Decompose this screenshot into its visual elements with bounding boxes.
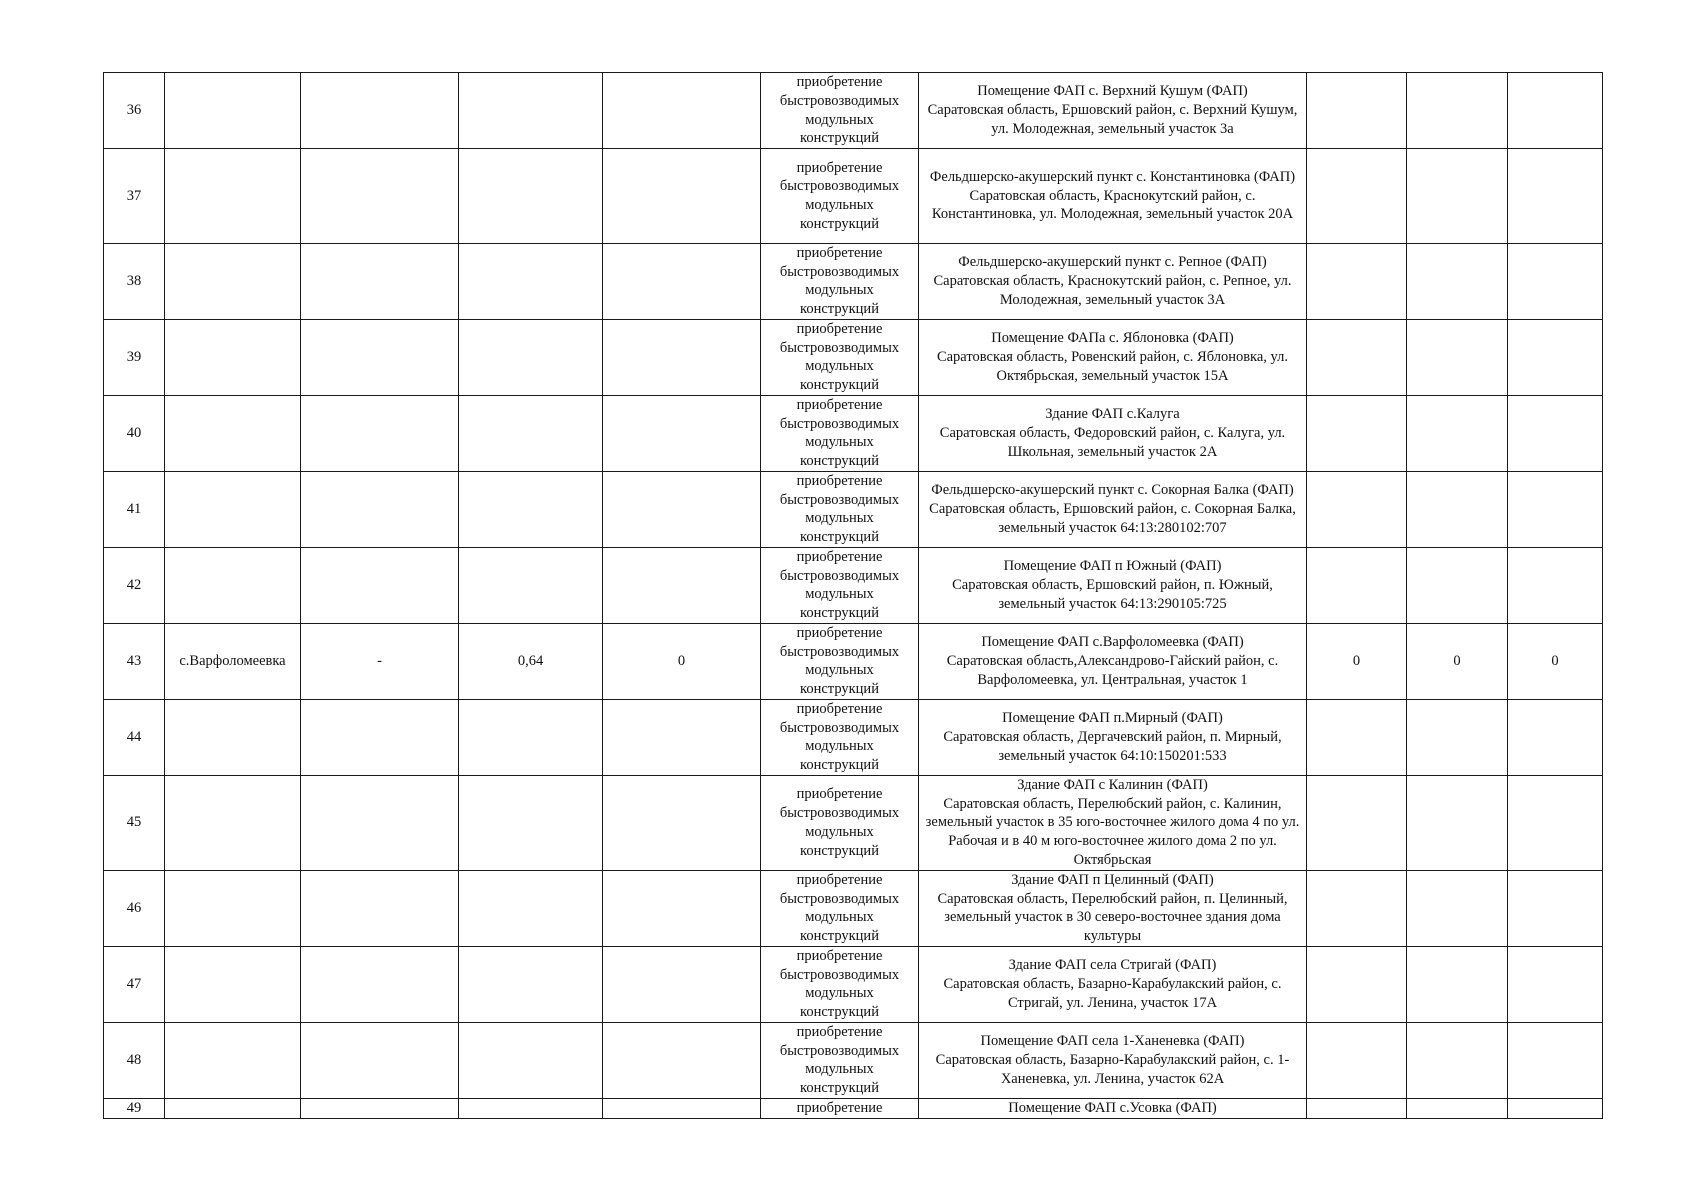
settlement-cell [165, 547, 301, 623]
row-number: 36 [104, 73, 165, 149]
value-cell [301, 319, 459, 395]
value-cell [603, 870, 761, 946]
value-cell [301, 1098, 459, 1118]
value-cell [1407, 1022, 1508, 1098]
table-row [104, 699, 1603, 775]
value-cell [603, 471, 761, 547]
settlement-cell [165, 395, 301, 471]
value-cell [1508, 1022, 1603, 1098]
value-cell [301, 395, 459, 471]
table-row [104, 395, 1603, 471]
value-cell [1307, 1022, 1407, 1098]
value-cell [1307, 699, 1407, 775]
facility-address-cell: Помещение ФАП с.Варфоломеевка (ФАП) Саратовская область,Александрово-Гайский район, с. Варфоломеевка, ул. Центральная, участок 1 [919, 623, 1307, 699]
settlement-cell [165, 1098, 301, 1118]
action-type-cell: приобретение быстровозводимых модульных конструкций [761, 471, 919, 547]
value-cell [1407, 547, 1508, 623]
value-cell: 0 [1307, 623, 1407, 699]
value-cell [459, 775, 603, 870]
facility-address-cell: Помещение ФАП с.Усовка (ФАП) [919, 1098, 1307, 1118]
value-cell [603, 775, 761, 870]
value-cell [301, 1022, 459, 1098]
value-cell [459, 149, 603, 244]
value-cell [1508, 319, 1603, 395]
action-type-cell: приобретение быстровозводимых модульных конструкций [761, 623, 919, 699]
value-cell: 0 [1508, 623, 1603, 699]
value-cell [301, 547, 459, 623]
settlement-cell: с.Варфоломеевка [165, 623, 301, 699]
facility-address-cell: Фельдшерско-акушерский пункт с. Константиновка (ФАП) Саратовская область, Краснокутский район, с. Константиновка, ул. Молодежная, земельный участок 20А [919, 149, 1307, 244]
table-row [104, 623, 1603, 699]
table-row [104, 547, 1603, 623]
value-cell [1407, 149, 1508, 244]
facility-address-cell: Здание ФАП п Целинный (ФАП) Саратовская область, Перелюбский район, п. Целинный, земельный участок в 30 северо-восточнее здания дома культуры [919, 870, 1307, 946]
value-cell [1307, 73, 1407, 149]
settlement-cell [165, 946, 301, 1022]
facility-address-cell: Помещение ФАП п Южный (ФАП) Саратовская область, Ершовский район, п. Южный, земельный участок 64:13:290105:725 [919, 547, 1307, 623]
facility-address-cell: Помещение ФАП села 1-Ханеневка (ФАП) Саратовская область, Базарно-Карабулакский район, с. 1-Ханеневка, ул. Ленина, участок 62А [919, 1022, 1307, 1098]
value-cell [1508, 699, 1603, 775]
value-cell [459, 1098, 603, 1118]
table-row [104, 1022, 1603, 1098]
settlement-cell [165, 699, 301, 775]
value-cell [301, 73, 459, 149]
value-cell [301, 946, 459, 1022]
value-cell [1508, 395, 1603, 471]
table-row [104, 870, 1603, 946]
settlement-cell [165, 244, 301, 320]
action-type-cell: приобретение быстровозводимых модульных конструкций [761, 775, 919, 870]
value-cell [1407, 244, 1508, 320]
row-number: 39 [104, 319, 165, 395]
value-cell: 0 [1407, 623, 1508, 699]
facility-address-cell: Помещение ФАП с. Верхний Кушум (ФАП) Саратовская область, Ершовский район, с. Верхний Кушум, ул. Молодежная, земельный участок 3а [919, 73, 1307, 149]
settlement-cell [165, 1022, 301, 1098]
value-cell [1508, 471, 1603, 547]
settlement-cell [165, 471, 301, 547]
action-type-cell: приобретение быстровозводимых модульных конструкций [761, 149, 919, 244]
value-cell [1508, 149, 1603, 244]
value-cell [301, 775, 459, 870]
value-cell [1307, 547, 1407, 623]
row-number: 49 [104, 1098, 165, 1118]
action-type-cell: приобретение быстровозводимых модульных конструкций [761, 73, 919, 149]
action-type-cell: приобретение быстровозводимых модульных конструкций [761, 319, 919, 395]
settlement-cell [165, 870, 301, 946]
row-number: 40 [104, 395, 165, 471]
value-cell [301, 244, 459, 320]
value-cell [1407, 471, 1508, 547]
row-number: 46 [104, 870, 165, 946]
facility-address-cell: Здание ФАП села Стригай (ФАП) Саратовская область, Базарно-Карабулакский район, с. Стригай, ул. Ленина, участок 17А [919, 946, 1307, 1022]
action-type-cell: приобретение быстровозводимых модульных конструкций [761, 1022, 919, 1098]
row-number: 41 [104, 471, 165, 547]
table-body [104, 73, 1603, 1119]
table-row [104, 471, 1603, 547]
value-cell [1307, 149, 1407, 244]
row-number: 44 [104, 699, 165, 775]
table-row [104, 775, 1603, 870]
value-cell [1407, 1098, 1508, 1118]
value-cell [1307, 244, 1407, 320]
value-cell [603, 1098, 761, 1118]
action-type-cell: приобретение быстровозводимых модульных конструкций [761, 699, 919, 775]
value-cell [1407, 319, 1508, 395]
row-number: 38 [104, 244, 165, 320]
table-row [104, 73, 1603, 149]
value-cell [1307, 395, 1407, 471]
value-cell [1407, 699, 1508, 775]
value-cell [603, 73, 761, 149]
facility-address-cell: Помещение ФАП п.Мирный (ФАП) Саратовская область, Дергачевский район, п. Мирный, земельный участок 64:10:150201:533 [919, 699, 1307, 775]
action-type-cell: приобретение быстровозводимых модульных конструкций [761, 547, 919, 623]
value-cell [1508, 775, 1603, 870]
table-row [104, 946, 1603, 1022]
value-cell [301, 870, 459, 946]
value-cell [459, 870, 603, 946]
facility-address-cell: Фельдшерско-акушерский пункт с. Репное (ФАП) Саратовская область, Краснокутский район, с. Репное, ул. Молодежная, земельный участок 3А [919, 244, 1307, 320]
settlement-cell [165, 149, 301, 244]
value-cell [603, 1022, 761, 1098]
action-type-cell: приобретение быстровозводимых модульных конструкций [761, 395, 919, 471]
table-row [104, 244, 1603, 320]
table-row [104, 1098, 1603, 1118]
action-type-cell: приобретение быстровозводимых модульных конструкций [761, 870, 919, 946]
row-number: 43 [104, 623, 165, 699]
row-number: 47 [104, 946, 165, 1022]
value-cell [1407, 775, 1508, 870]
value-cell [1508, 244, 1603, 320]
value-cell [1307, 870, 1407, 946]
value-cell [459, 1022, 603, 1098]
row-number: 48 [104, 1022, 165, 1098]
facility-address-cell: Здание ФАП с Калинин (ФАП) Саратовская область, Перелюбский район, с. Калинин, земельный участок в 35 юго-восточнее жилого дома 4 по ул. Рабочая и в 40 м юго-восточнее жилого дома 2 по ул. Октябрьская [919, 775, 1307, 870]
value-cell [603, 149, 761, 244]
row-number: 42 [104, 547, 165, 623]
value-cell [1407, 73, 1508, 149]
value-cell [1508, 946, 1603, 1022]
value-cell [459, 73, 603, 149]
value-cell [603, 547, 761, 623]
value-cell [1508, 547, 1603, 623]
value-cell [603, 699, 761, 775]
value-cell [1307, 946, 1407, 1022]
value-cell [1307, 471, 1407, 547]
value-cell [459, 395, 603, 471]
settlement-cell [165, 319, 301, 395]
row-number: 45 [104, 775, 165, 870]
value-cell [1508, 1098, 1603, 1118]
value-cell [603, 395, 761, 471]
action-type-cell: приобретение быстровозводимых модульных конструкций [761, 244, 919, 320]
value-cell [459, 946, 603, 1022]
table-row [104, 319, 1603, 395]
value-cell: 0 [603, 623, 761, 699]
value-cell [459, 319, 603, 395]
value-cell [603, 244, 761, 320]
value-cell [301, 699, 459, 775]
value-cell [1307, 775, 1407, 870]
value-cell: 0,64 [459, 623, 603, 699]
settlement-cell [165, 775, 301, 870]
value-cell [1407, 946, 1508, 1022]
value-cell [1407, 395, 1508, 471]
value-cell [1508, 870, 1603, 946]
value-cell [459, 699, 603, 775]
value-cell [603, 946, 761, 1022]
value-cell [603, 319, 761, 395]
value-cell [301, 149, 459, 244]
action-type-cell: приобретение [761, 1098, 919, 1118]
settlement-cell [165, 73, 301, 149]
value-cell [459, 547, 603, 623]
value-cell [459, 471, 603, 547]
value-cell [1508, 73, 1603, 149]
value-cell [1307, 1098, 1407, 1118]
value-cell [459, 244, 603, 320]
value-cell [1307, 319, 1407, 395]
table-row [104, 149, 1603, 244]
value-cell [301, 471, 459, 547]
value-cell [1407, 870, 1508, 946]
facilities-table [103, 72, 1603, 1119]
value-cell: - [301, 623, 459, 699]
facility-address-cell: Здание ФАП с.Калуга Саратовская область, Федоровский район, с. Калуга, ул. Школьная, земельный участок 2А [919, 395, 1307, 471]
row-number: 37 [104, 149, 165, 244]
facility-address-cell: Фельдшерско-акушерский пункт с. Сокорная Балка (ФАП) Саратовская область, Ершовский район, с. Сокорная Балка, земельный участок 64:13:280102:707 [919, 471, 1307, 547]
facility-address-cell: Помещение ФАПа с. Яблоновка (ФАП) Саратовская область, Ровенский район, с. Яблоновка, ул. Октябрьская, земельный участок 15А [919, 319, 1307, 395]
action-type-cell: приобретение быстровозводимых модульных конструкций [761, 946, 919, 1022]
